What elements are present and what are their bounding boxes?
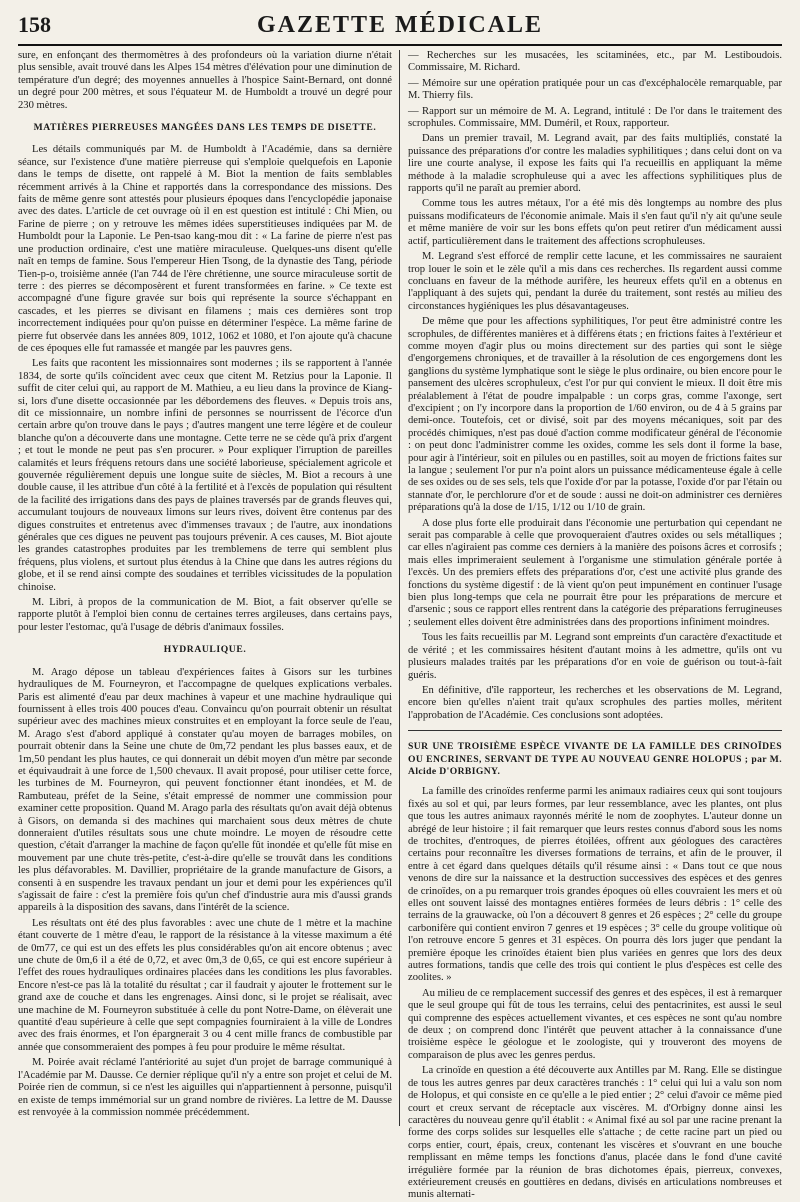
left-paragraph: M. Arago dépose un tableau d'expériences faites à Gisors sur les turbines hydrauliques de M. Fourneyron, et l'accompagne de quelques explications verbales. Paris est alimenté d'eau par deux machines à vapeur et une machine hydraulique qui fournissent à elles trois 400 pouces d'eau. Convaincu qu'on pourrait obtenir un résultat supérieur avec des machines mieux construites et en employant la force seule de l'eau, M. Arago s'est d'abord appliqué à constater qu'au moyen de barrages mobiles, on pourrait obtenir dans la Seine une chute de 0m,72 pendant les plus basses eaux, et de 1m,50 pendant les plus hautes, ce qui donnerait un débit moyen d'un mètre par seconde et équivaudrait à une force de 1,500 chevaux. Il avait proposé, pour utiliser cette force, les turbines de M. Fourneyron, qui peuvent fonctionner étant inondées, et M. de Rambuteau, préfet de la Seine, s'était empressé de nommer une commission pour examiner cette proposition. Quand M. Arago parla des résultats qu'on avait déjà obtenus à Gisors, on demanda si des machines qui marchaient sous deux mètres de chute donneraient d'utiles résultats sous une chute moindre. Le moyen de résoudre cette question, c'était d'arranger la machine de façon qu'elle fût inondée et qu'elle fût mise en mouvement par une chute très-petite, c'est-à-dire qu'elle se trouvât dans les conditions les plus défavorables. M. Davillier, propriétaire de la grande manufacture de Gisors, a consenti à en suspendre les travaux pendant un jour et demi pour les expériences qu'il s'agissait de faire : c'est la première fois qu'un chef d'industrie aura mis d'aussi grands appareils à la disposition des savans, dans l'intérêt de la science.	[18, 666, 392, 914]
left-paragraph: M. Libri, à propos de la communication de M. Biot, a fait observer qu'elle se rapporte plutôt à l'emploi bien connu de certaines terres argileuses, dans certains pays, pour lester l'estomac, qu'à l'usage de débris d'animaux fossiles.	[18, 597, 392, 633]
right-paragraph: — Mémoire sur une opération pratiquée pour un cas d'excéphalocèle remarquable, par M. Thierry fils.	[408, 77, 782, 102]
section-heading-crinoides: SUR UNE TROISIÈME ESPÈCE VIVANTE DE LA FAMILLE DES CRINOÏDES OU ENCRINES, SERVANT DE TYPE AU NOUVEAU GENRE HOLOPUS ; par M. Alcide D'ORBIGNY.	[408, 741, 782, 777]
right-paragraph: La crinoïde en question a été découverte aux Antilles par M. Rang. Elle se distingue de tous les autres genres par deux caractères tranchés : 1° celui qui lui a valu son nom de Holopus, et qui consiste en ce qu'elle a le pied entier ; 2° celui d'avoir ce même pied court et creux servant de réceptacle aux viscères. M. d'Orbigny donne ainsi les caractères du nouveau genre qu'il établit : « Animal fixé au sol par une racine prenant la forme des corps solides sur lesquelles elle s'attache ; de cette racine part un pied ou corps entier, court, épais, creux, contenant les viscères et s'ouvrant en une bouche remplissant en même temps les fonctions d'anus, placée dans le fond d'une cavité irrégulière formée par la réunion de bras dichotomes épais, pierreux, convexes, extérieurement creusés en gouttières en dedans, divisés en articulations nombreuses et munis alternati-	[408, 1065, 782, 1201]
right-column	[408, 50, 782, 1201]
right-paragraph: M. Legrand s'est efforcé de remplir cette lacune, et les commissaires ne sauraient trop louer le soin et le zèle qu'il a mis dans ces recherches. Ils regardent aussi comme concluans en faveur de la méthode aurifère, les heureux effets qu'il en a obtenus en l'appliquant à des sujets qui, pendant la durée du traitement, sont restés au milieu des circonstances hygiéniques les plus désavantageuses.	[408, 251, 782, 312]
journal-title: GAZETTE MÉDICALE	[256, 12, 544, 38]
right-paragraph: Comme tous les autres métaux, l'or a été mis dès longtemps au nombre des plus puissans modificateurs de l'économie animale. Mais il s'en faut qu'il n'y ait qu'une seule et même manière de voir sur les bons effets qu'on peut retirer d'un médicament aussi actif, particulièrement dans le traitement des affections scrophuleuses.	[408, 198, 782, 247]
left-column	[18, 50, 392, 1126]
right-paragraph: La famille des crinoïdes renferme parmi les animaux radiaires ceux qui sont toujours fixés au sol et qui, par leurs formes, par leur ressemblance, avec les plantes, ont plus que tous les autres animaux rayonnés mérité le nom de zoophytes. L'auteur donne un abrégé de leur histoire ; il fait remarquer que leurs restes connus d'abord sous les noms de trochites, d'entroques, de pierres étoilées, offrent aux géologues des caractères certains pour reconnaître les diverses formations de terrains, et afin de le prouver, il entre à cet égard dans quelques détails qu'il résume ainsi : « Dans tout ce que nous venons de dire sur la naissance et la destruction successives des espèces et des genres de crinoïdes, on a pu remarquer trois grandes époques où elles couvraient les mers et où elles ont souvent laissé des montagnes entières formées de leurs débris : 1° celle des terrains de la grauwacke, où l'on a découvert 8 genres et 26 espèces ; 2° celle du groupe carbonifère qui contient environ 7 genres et 19 espèces ; 3° celle du groupe volitique où l'on retrouve encore 5 genres et 31 espèces. On pourra dès lors juger que pendant la première époque les crinoïdes étaient bien plus variées en genres que lors des deux autres formations, tandis que celle des trois qui contient le plus d'espèces est celle des zoolites. »	[408, 786, 782, 984]
right-paragraph: — Recherches sur les musacées, les scitaminées, etc., par M. Lestiboudois. Commissaire, M. Richard.	[408, 50, 782, 74]
page-header	[18, 12, 782, 44]
right-paragraph: Dans un premier travail, M. Legrand avait, par des faits multipliés, constaté la puissance des préparations d'or contre les maladies syphilitiques ; dans celui dont on va lire une courte analyse, il expose les faits qui l'a recueillis en appliquant la même méthode à la maladie scrophuleuse qui a avec les affections syphilitiques plus de rapports qu'il ne paraît au premier abord.	[408, 133, 782, 195]
left-paragraph: sure, en enfonçant des thermomètres à des profondeurs où la variation diurne n'était plus sensible, avait trouvé dans les Alpes 154 mètres d'élévation pour une diminution de température d'un degré; des moyennes annuelles à l'hospice Saint-Bernard, ont donné un degré pour 200 mètres, et sous l'équateur M. de Humboldt a trouvé un degré pour 230 mètres.	[18, 50, 392, 111]
right-paragraph: Tous les faits recueillis par M. Legrand sont empreints d'un caractère d'exactitude et de vérité ; et les commissaires hésitent d'autant moins à les admettre, qu'ils ont vu plusieurs malades traités par les préparations d'or en voie de guérison ou tout-à-fait guéris.	[408, 632, 782, 681]
right-paragraph: Au milieu de ce remplacement successif des genres et des espèces, il est à remarquer que le seul groupe qui fût de tous les terrains, celui des pentacrinites, est aussi le seul qui comprenne des espèces actuellement vivantes, et ces espèces ne sont qu'au nombre de deux ; on comprend donc l'intérêt que peuvent attacher à la connaissance d'une troisième espèce le géologue et le zoologiste, qui y trouveront des moyens de comparaison de plus avec les genres perdus.	[408, 987, 782, 1061]
left-paragraph: Les détails communiqués par M. de Humboldt à l'Académie, dans sa dernière séance, sur l'existence d'une matière pierreuse qui s'emploie quelquefois en Laponie dans le temps de disette, ont rappelé à M. Biot la mention de faits semblables récemment arrivés à la Chine et rapportés dans la correspondance des missions. Des faits de même genre sont attestés pour plusieurs époques dans l'encyclopédie japonaise avec des dates. L'article de cet ouvrage où il en est question est intitulé : Chi Mien, ou Farine de pierre ; on y retrouve les mêmes idées superstitieuses indiquées par M. de Humboldt pour la Laponie. Le Pen-tsao kang-mou dit : « La farine de pierre n'est pas une production ordinaire, c'est une matière miraculeuse. Quelques-uns disent qu'elle naît en temps de famine. Sous l'empereur Hien Tsong, de la dynastie des Tang, période Tien-p-o, troisième année (l'an 744 de l'ère chrétienne, une source miraculeuse sortit de terre : des pierres se décomposèrent et furent transformées en farine. » Ce texte est accompagné d'une figure gravée sur bois qui représente la source s'échappant en cascades, et les pierres se divisant en filamens ; mais ces dernières sont trop incorrectement indiquées pour qu'on puisse en déterminer l'espèce. La même farine de pierre fut observée dans les années 809, 1012, 1062 et 1080, et l'on ajoute qu'à chacune de ces époques elle fut ramassée et mangée par les pauvres gens.	[18, 144, 392, 354]
column-divider	[399, 50, 400, 1126]
left-paragraph: Les résultats ont été des plus favorables : avec une chute de 1 mètre et la machine étant couverte de 1 mètre d'eau, le rapport de la résistance à la vitesse maximum a été de 0m77, ce qui est un des effets les plus considérables qu'on ait encore obtenus ; avec une chute de 0m,6 il a été de 0,72, et avec 0m,3 de 0,65, ce qui est encore supérieur à l'effet des roues hydrauliques ordinaires placées dans les conditions les plus favorables. Encore n'est-ce pas là la totalité du résultat ; car il faudrait y ajouter le frottement sur le grand axe de couche et dans les engrenages. Ainsi donc, si le projet se réalisait, avec une machine de M. Fourneyron substituée à celle du pont Notre-Dame, on élèverait une quantité d'eau supérieure à celle que sept compagnies fourniraient à la ville de Londres avec des frais énormes, et l'on épargnerait 3 ou 4 cent mille francs de combustible par année que consommeraient des pompes à feu pour produire le même résultat.	[18, 917, 392, 1053]
section-heading-hydraulique: HYDRAULIQUE.	[163, 644, 247, 656]
right-paragraph: — Rapport sur un mémoire de M. A. Legrand, intitulé : De l'or dans le traitement des scrophules. Commissaire, MM. Duméril, et Roux, rapporteur.	[408, 105, 782, 130]
header-rule	[18, 44, 782, 46]
section-heading-disette: MATIÈRES PIERREUSES MANGÉES DANS LES TEMPS DE DISETTE.	[33, 122, 377, 134]
section-divider	[408, 730, 782, 731]
right-paragraph: A dose plus forte elle produirait dans l'économie une perturbation qui cependant ne serait pas comparable à celle que provoqueraient d'autres oxides ou sels métalliques ; car elles n'agiraient pas comme ces derniers à la manière des poisons âcres et corrosifs ; mais elles imprimeraient seulement à l'organisme une stimulation générale portée à l'excès. Un des premiers effets des préparations d'or, c'est une activité plus grande des fonctions du système digestif : de là vient qu'on peut impunément en continuer l'usage bien plus long-temps que cela ne pourrait être pour les préparations de mercure et d'arsenic ; sous ce rapport elles rentrent dans la catégorie des préparations ferrugineuses ; seulement elles doivent être administrées dans des proportions infiniment moindres.	[408, 517, 782, 628]
right-paragraph: En définitive, d'île rapporteur, les recherches et les observations de M. Legrand, encore bien qu'elles n'aient trait qu'aux scrophules des parties molles, méritent l'approbation de l'Académie. Ces conclusions sont adoptées.	[408, 684, 782, 721]
left-paragraph: M. Poirée avait réclamé l'antériorité au sujet d'un projet de barrage communiqué à l'Académie par M. Dausse. Ce dernier réplique qu'il n'y a entre son projet et celui de M. Poirée rien de commun, si ce n'est les aiguilles qui n'appartiennent à personne, puisqu'il en existe de temps immémorial sur un grand nombre de rivières. La lettre de M. Dausse est renvoyée à la commission nommée précédemment.	[18, 1057, 392, 1118]
left-paragraph: Les faits que racontent les missionnaires sont modernes ; ils se rapportent à l'année 1834, de sorte qu'ils coïncident avec ceux que citent M. Retzius pour la Laponie. Il suffit de citer celui qui, au rapport de M. Mathieu, a eu lieu dans la province de Kiang-si, lors d'une disette occasionnée par les débordemens des fleuves. « Depuis trois ans, dit ce missionnaire, un nombre infini de personnes se nourrissent de l'écorce d'un certain arbre qu'on trouve dans le pays ; d'autres mangent une terre légère et de couleur blanche qu'on a découverte dans une montagne. Cette terre ne se cède qu'à prix d'argent ; et tout le monde ne peut pas s'en procurer. » Pour expliquer l'irruption de pareilles calamités et leurs fréquens retours dans une société laborieuse, spécialement agricole et gouvernée régulièrement depuis une longue suite de siècles, M. Biot a recours à une double cause, il les attribue d'un côté à la fertilité et à l'excès de population qui résultent de la facilité des irrigations dans des pays de plaines traversés par de grands fleuves qui, accumulant toujours de nouveaux limons sur leurs rives, doivent être contenus par des digues construites et entretenus avec d'immenses travaux ; de l'autre, aux inondations générales que ces digues ne peuvent pas toujours prévenir. A ces causes, M. Biot ajoute les grandes catastrophes produites par les tremblemens de terre qui semblent plus fréquens, plus violens, et surtout plus étendus à la Chine que dans les autres régions du globe, et il se rend ainsi compte des soudaines et terribles vicissitudes de la population chinoise.	[18, 358, 392, 593]
page-number: 158	[18, 12, 51, 37]
right-paragraph: De même que pour les affections syphilitiques, l'or peut être administré contre les scrophules, de différentes manières et à différens états ; en frictions faites à l'extérieur et comme moyen d'agir plus ou moins directement sur des parties qui sont le siège d'engorgemens chroniques, et de travailler à la résolution de ces engorgemens dont les ganglions du système lymphatique sont le siège le plus ordinaire, ou bien encore pour le pansement des ulcères scrophuleux, c'est l'or pur qui convient le mieux. Il doit être mis préalablement à l'état de poudre impalpable : un corps gras, comme l'axonge, sert d'excipient ; on l'y incorpore dans la proportion de 1/60 environ, ou de 4 à 5 grains par demi-once. Toutefois, cet or divisé, soit par des moyens mécaniques, soit par des procédés chimiques, n'est pas doué d'action comme modificateur général de l'économie : on peut donc l'administrer comme les oxides, comme les sels dont il forme la base, pour agir à l'intérieur, soit en pilules ou en pastilles, soit au moyen de frictions faites sur la langue ; seulement l'or pur n'a point alors un puissance médicamenteuse égale à celle de ses oxides ou de ses sels, tels que l'oxide d'or par la potasse, l'oxide d'or par l'étain ou stannate d'or, le perchlorure d'or et de soude : aussi ne doit-on administrer ces dernières préparations qu'à la dose de 1/15, 1/12 ou 1/10 de grain.	[408, 316, 782, 514]
